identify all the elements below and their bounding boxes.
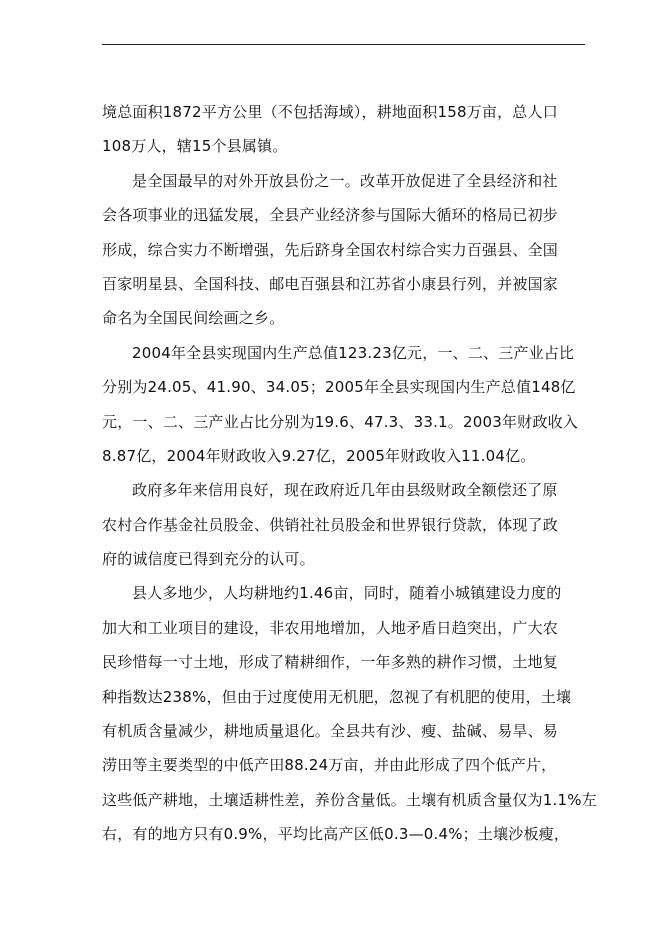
text-line: 2004年全县实现国内生产总值123.23亿元，一、二、三产业占比: [132, 343, 575, 362]
text-line: 加大和工业项目的建设，非农用地增加，人地矛盾日趋突出，广大农: [102, 618, 559, 637]
text-line: 这些低产耕地，土壤适耕性差，养份含量低。土壤有机质含量仅为1.1%左: [102, 790, 597, 809]
text-line: 有机质含量减少，耕地质量退化。全县共有沙、瘦、盐碱、易旱、易: [102, 722, 559, 741]
text-line: 境总面积1872平方公里（不包括海域），耕地面积158万亩，总人口: [102, 103, 558, 121]
text-line: 民珍惜每一寸土地，形成了精耕细作，一年多熟的耕作习惯，土地复: [102, 653, 559, 672]
text-line: 府的诚信度已得到充分的认可。: [102, 550, 315, 569]
text-line: 形成，综合实力不断增强，先后跻身全国农村综合实力百强县、全国: [102, 240, 559, 259]
text-line: 分别为24.05、41.90、34.05；2005年全县实现国内生产总值148亿: [102, 378, 576, 397]
header-rule: [102, 44, 585, 45]
text-line: 命名为全国民间绘画之乡。: [102, 309, 285, 328]
text-line: 百家明星县、全国科技、邮电百强县和江苏省小康县行列，并被国家: [102, 274, 559, 293]
text-line: 108万人，辖15个县属镇。: [102, 137, 288, 156]
text-line: 会各项事业的迅猛发展，全县产业经济参与国际大循环的格局已初步: [102, 206, 559, 225]
text-line: 农村合作基金社员股金、供销社社员股金和世界银行贷款，体现了政: [102, 515, 559, 534]
text-line: 涝田等主要类型的中低产田88.24万亩，并由此形成了四个低产片，: [102, 756, 557, 775]
text-line: 县人多地少，人均耕地约1.46亩，同时，随着小城镇建设力度的: [132, 584, 562, 603]
text-line: 政府多年来信用良好，现在政府近几年由县级财政全额偿还了原: [132, 481, 558, 500]
text-line: 种指数达238%，但由于过度使用无机肥，忽视了有机肥的使用，土壤: [102, 687, 572, 706]
text-line: 元，一、二、三产业占比分别为19.6、47.3、33.1。2003年财政收入: [102, 412, 578, 431]
body-text: [102, 95, 602, 852]
text-line: 8.87亿，2004年财政收入9.27亿，2005年财政收入11.04亿。: [102, 446, 536, 465]
text-line: 是全国最早的对外开放县份之一。改革开放促进了全县经济和社: [132, 171, 558, 190]
text-line: 右，有的地方只有0.9%，平均比高产区低0.3—0.4%；土壤沙板瘦，: [102, 825, 570, 844]
